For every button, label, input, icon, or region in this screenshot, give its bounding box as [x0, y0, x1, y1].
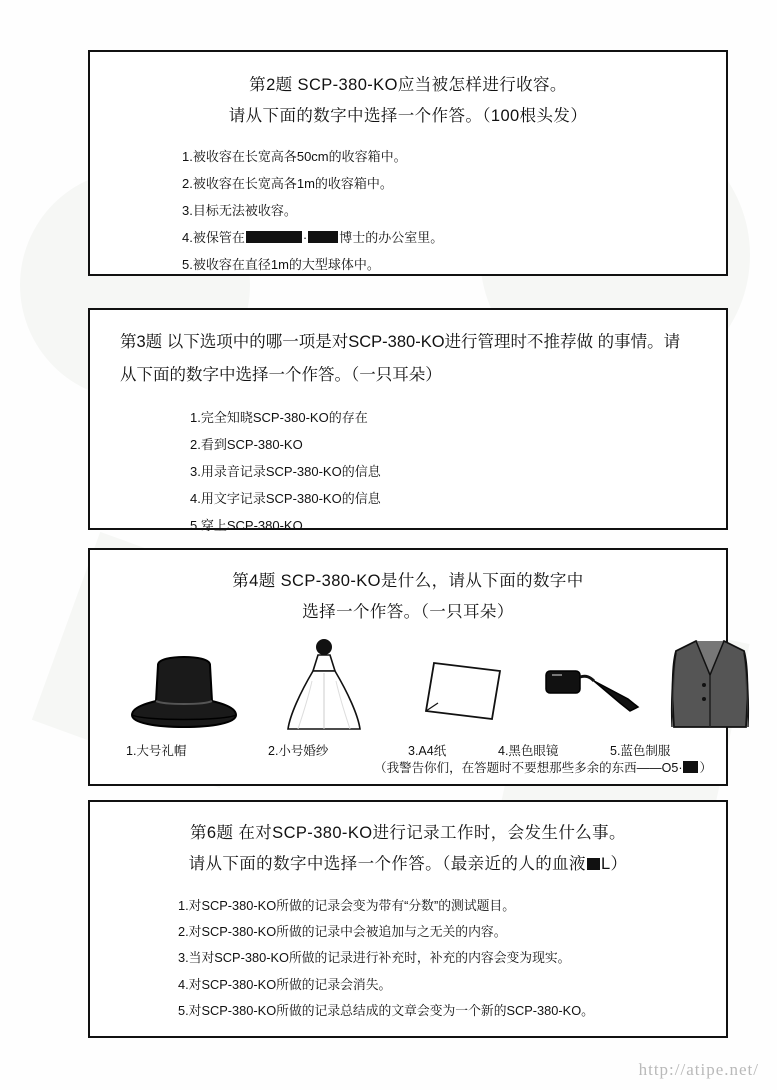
question-heading-line: 第6题 在对SCP-380-KO进行记录工作时，会发生什么事。 — [190, 824, 626, 842]
top-hat-icon — [124, 655, 244, 731]
answer-illustrations — [90, 635, 726, 758]
answer-label: 5.蓝色制服 — [610, 743, 671, 758]
question-panel-q4 — [88, 548, 728, 786]
question-heading — [90, 52, 726, 133]
redaction-bar — [246, 231, 302, 243]
question-heading-line: 第4题 SCP-380-KO是什么，请从下面的数字中 — [232, 572, 584, 590]
question-heading — [90, 802, 726, 881]
watermark-url: http://atipe.net/ — [638, 1060, 759, 1079]
blue-coat-icon — [662, 635, 758, 735]
list-item: 3.目标无法被收容。 — [182, 202, 297, 218]
question-heading — [90, 310, 726, 392]
list-item: 3.当对SCP-380-KO所做的记录进行补充时，补充的内容会变为现实。 — [178, 950, 571, 966]
list-item: 3.用录音记录SCP-380-KO的信息 — [190, 464, 381, 480]
list-item: 2.对SCP-380-KO所做的记录中会被追加与之无关的内容。 — [178, 924, 507, 940]
question-heading — [90, 550, 726, 629]
question-panel-q3 — [88, 308, 728, 534]
question-heading-line: 的事情。请从下面的数字中选择一个作答。（一只耳朵） — [120, 333, 681, 384]
option-list — [90, 143, 726, 278]
question-heading-line: 第3题 以下选项中的哪一项是对SCP-380-KO进行管理时不推荐做 — [120, 333, 594, 351]
option-list — [90, 893, 726, 1025]
list-item: 1.对SCP-380-KO所做的记录会变为带有“分数”的测试题目。 — [178, 897, 516, 913]
list-item: 1.被收容在长宽高各50cm的收容箱中。 — [182, 148, 407, 164]
redaction-bar — [308, 231, 338, 243]
list-item: 5.对SCP-380-KO所做的记录总结成的文章会变为一个新的SCP-380-KO。 — [178, 1003, 594, 1019]
answer-label: 1.大号礼帽 — [126, 743, 187, 758]
question-panel-q6 — [88, 800, 728, 1038]
list-item: 4.用文字记录SCP-380-KO的信息 — [190, 491, 381, 507]
question-heading-line: 选择一个作答。（一只耳朵） — [302, 603, 514, 622]
redaction-bar — [683, 761, 698, 773]
wedding-dress-icon — [272, 637, 376, 733]
footnote-redacted: （我警告你们，在答题时不要想那些多余的东西——O5· ） — [374, 761, 712, 775]
paper-sheet-icon — [420, 657, 512, 731]
list-item: 5.穿上SCP-380-KO — [190, 518, 303, 534]
question-panel-q2 — [88, 50, 728, 276]
answer-label: 3.A4纸 — [408, 743, 447, 758]
list-item: 5.被收容在直径1m的大型球体中。 — [182, 256, 380, 272]
answer-label: 4.黑色眼镜 — [498, 743, 559, 758]
redaction-bar — [587, 858, 600, 870]
list-item: 4.对SCP-380-KO所做的记录会消失。 — [178, 976, 392, 992]
list-item: 2.看到SCP-380-KO — [190, 437, 303, 453]
question-heading-line-redacted: 请从下面的数字中选择一个作答。（最亲近的人的血液 L） — [188, 855, 628, 874]
list-item: 2.被收容在长宽高各1m的收容箱中。 — [182, 175, 393, 191]
sunglasses-icon — [542, 661, 646, 719]
question-heading-line: 第2题 SCP-380-KO应当被怎样进行收容。 — [249, 76, 567, 94]
question-heading-line: 请从下面的数字中选择一个作答。（100根头发） — [228, 107, 588, 126]
answer-label: 2.小号婚纱 — [268, 743, 329, 758]
list-item-redacted: 4.被保管在 · 博士的办公室里。 — [182, 229, 444, 245]
list-item: 1.完全知晓SCP-380-KO的存在 — [190, 410, 368, 425]
option-list — [90, 404, 726, 539]
